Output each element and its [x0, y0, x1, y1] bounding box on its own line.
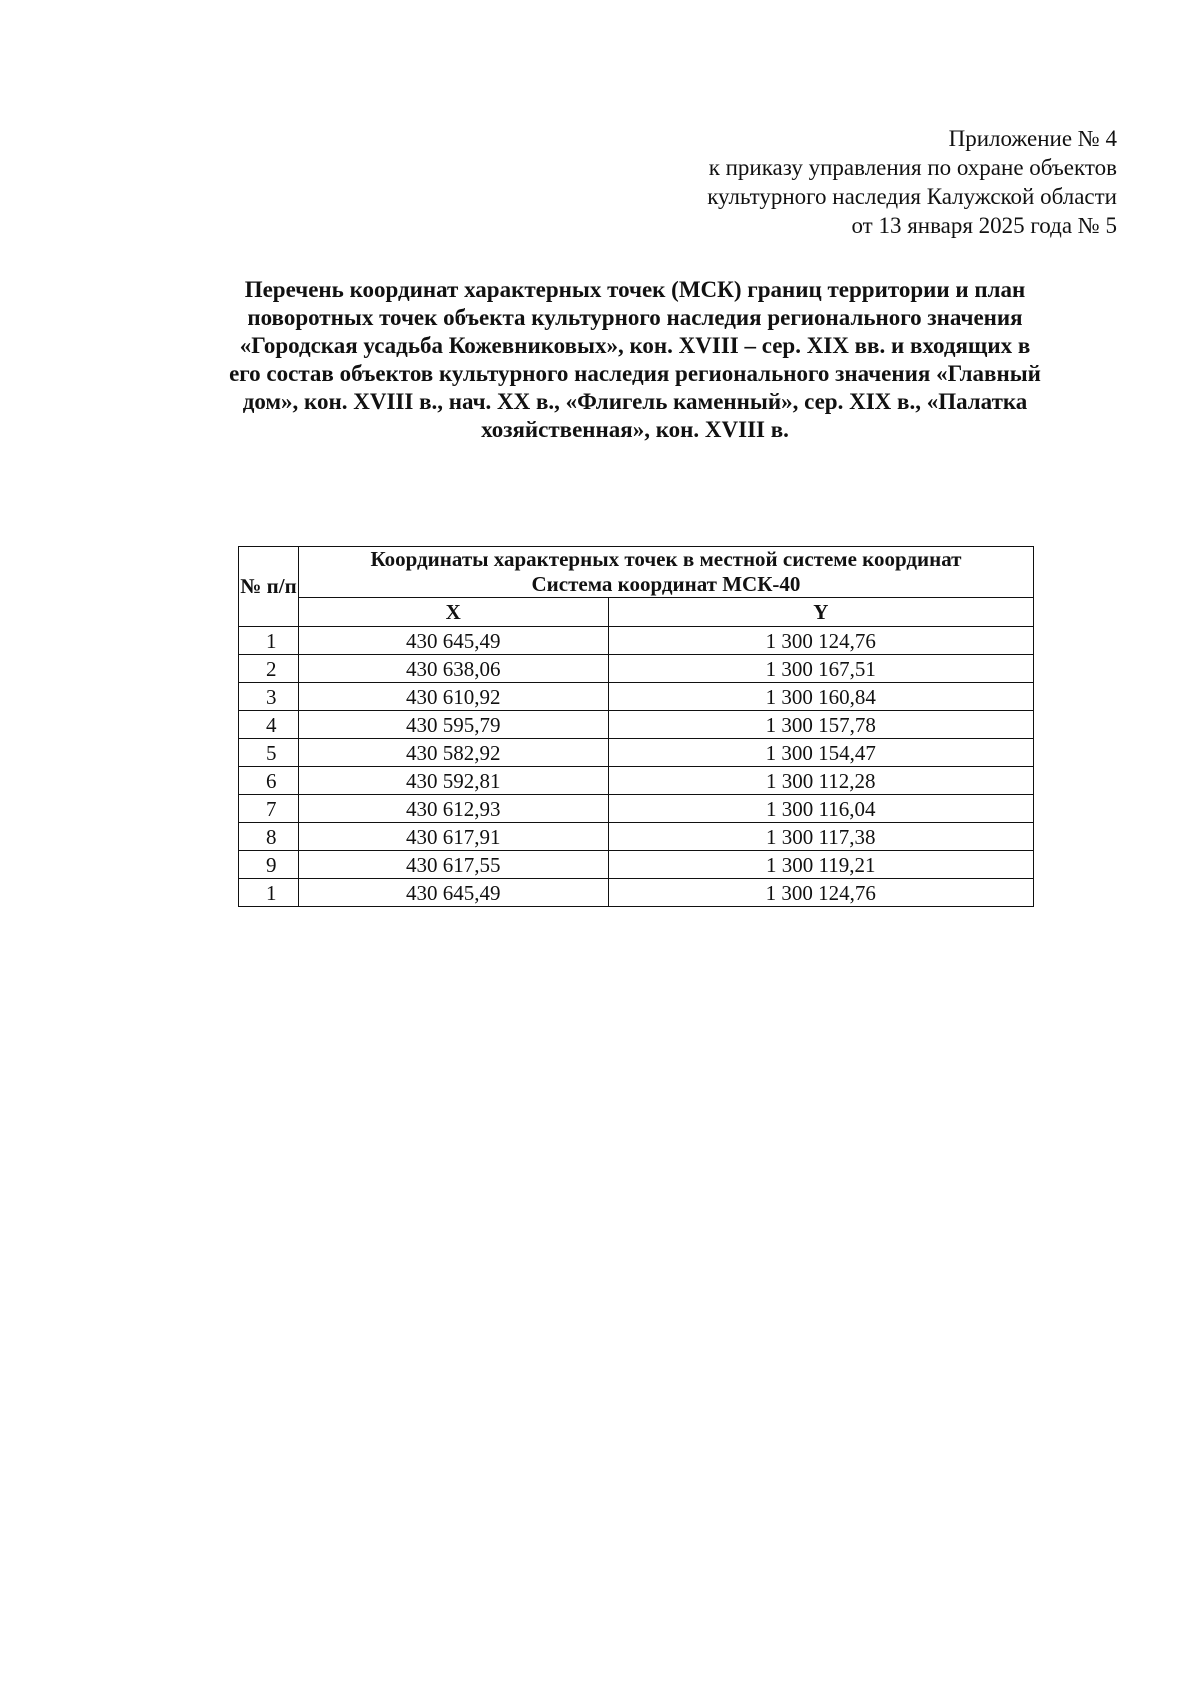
table-row — [239, 711, 1034, 739]
row-y-value: 1 300 116,04 — [608, 795, 1033, 823]
document-title — [150, 276, 1120, 444]
row-number: 8 — [239, 823, 299, 851]
row-number: 4 — [239, 711, 299, 739]
appendix-order-ref: к приказу управления по охране объектов — [708, 155, 1117, 180]
row-y-value: 1 300 124,76 — [608, 879, 1033, 907]
table-row — [239, 851, 1034, 879]
title-line: его состав объектов культурного наследия регионального значения «Главный — [229, 361, 1041, 386]
row-number: 6 — [239, 767, 299, 795]
row-y-value: 1 300 112,28 — [608, 767, 1033, 795]
title-line: дом», кон. XVIII в., нач. XX в., «Флигель каменный», сер. XIX в., «Палатка — [242, 389, 1028, 414]
row-y-value: 1 300 160,84 — [608, 683, 1033, 711]
title-line: Перечень координат характерных точек (МСК) границ территории и план — [244, 277, 1026, 302]
appendix-authority: культурного наследия Калужской области — [707, 184, 1117, 209]
table-row — [239, 767, 1034, 795]
row-x-value: 430 582,92 — [298, 739, 608, 767]
row-x-value: 430 638,06 — [298, 655, 608, 683]
row-x-value: 430 617,91 — [298, 823, 608, 851]
title-line: «Городская усадьба Кожевниковых», кон. XVIII – сер. XIX вв. и входящих в — [239, 333, 1031, 358]
row-y-value: 1 300 117,38 — [608, 823, 1033, 851]
row-number: 5 — [239, 739, 299, 767]
table-row — [239, 795, 1034, 823]
row-x-value: 430 592,81 — [298, 767, 608, 795]
row-x-value: 430 610,92 — [298, 683, 608, 711]
row-number: 1 — [239, 879, 299, 907]
table-row — [239, 879, 1034, 907]
row-number: 3 — [239, 683, 299, 711]
row-y-value: 1 300 157,78 — [608, 711, 1033, 739]
table-row — [239, 627, 1034, 655]
row-y-value: 1 300 119,21 — [608, 851, 1033, 879]
header-coordinates — [298, 547, 1033, 598]
row-number: 1 — [239, 627, 299, 655]
row-x-value: 430 617,55 — [298, 851, 608, 879]
appendix-header — [707, 124, 1117, 240]
header-x: X — [298, 598, 608, 627]
row-y-value: 1 300 167,51 — [608, 655, 1033, 683]
header-number: № п/п — [239, 547, 299, 627]
title-line: хозяйственная», кон. XVIII в. — [481, 417, 789, 442]
row-x-value: 430 645,49 — [298, 627, 608, 655]
row-number: 2 — [239, 655, 299, 683]
row-x-value: 430 612,93 — [298, 795, 608, 823]
row-number: 9 — [239, 851, 299, 879]
row-number: 7 — [239, 795, 299, 823]
table-body — [239, 627, 1034, 907]
table-row — [239, 683, 1034, 711]
row-x-value: 430 645,49 — [298, 879, 608, 907]
row-y-value: 1 300 124,76 — [608, 627, 1033, 655]
row-x-value: 430 595,79 — [298, 711, 608, 739]
coordinates-table — [238, 546, 1034, 907]
header-coordinates-line2: Система координат МСК-40 — [531, 572, 801, 596]
table-row — [239, 739, 1034, 767]
header-coordinates-line1: Координаты характерных точек в местной системе координат — [370, 547, 962, 571]
title-line: поворотных точек объекта культурного наследия регионального значения — [247, 305, 1023, 330]
row-y-value: 1 300 154,47 — [608, 739, 1033, 767]
header-y: Y — [608, 598, 1033, 627]
table-row — [239, 655, 1034, 683]
table-row — [239, 823, 1034, 851]
appendix-date: от 13 января 2025 года № 5 — [851, 213, 1117, 238]
appendix-number: Приложение № 4 — [948, 126, 1117, 151]
